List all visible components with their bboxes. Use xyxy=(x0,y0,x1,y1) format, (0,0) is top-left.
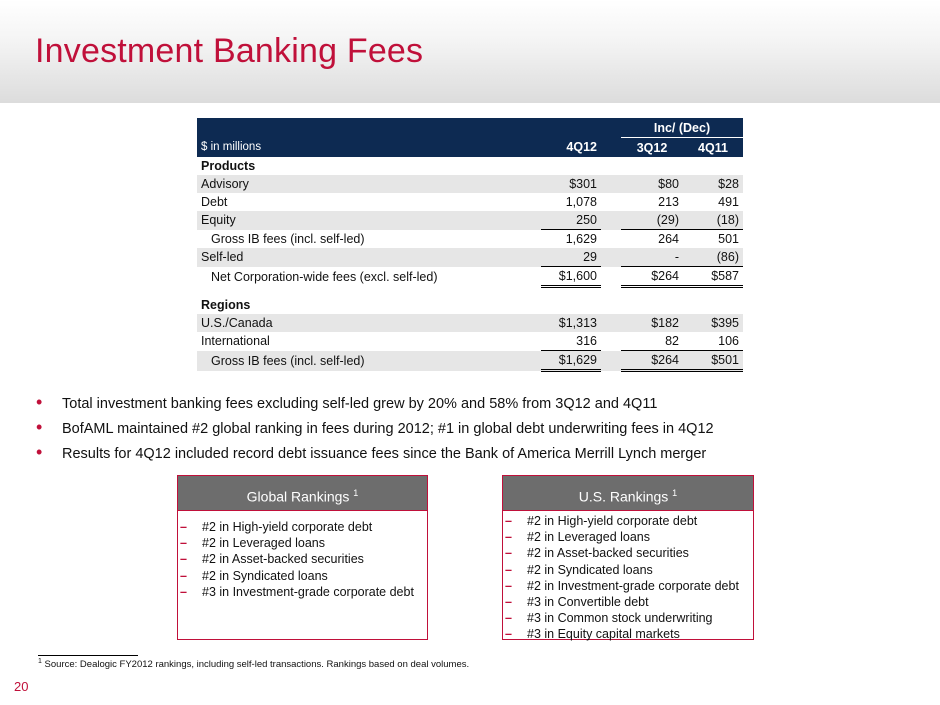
bullet-text: BofAML maintained #2 global ranking in fees during 2012; #1 in global debt underwriting fees in 4Q12 xyxy=(62,421,714,437)
cell-value: $587 xyxy=(683,267,743,287)
row-label: Net Corporation-wide fees (excl. self-led) xyxy=(211,269,438,284)
row-label: Debt xyxy=(201,195,228,209)
cell-value: $80 xyxy=(621,175,683,193)
row-label: Equity xyxy=(197,211,541,230)
list-item-text: #2 in Syndicated loans xyxy=(527,562,653,577)
page-number: 20 xyxy=(14,679,29,694)
bullet-text: Total investment banking fees excluding self-led grew by 20% and 58% from 3Q12 and 4Q11 xyxy=(62,396,658,412)
footnote-text: Source: Dealogic FY2012 rankings, including self-led transactions. Rankings based on deal volumes. xyxy=(44,659,470,671)
dash-icon: – xyxy=(180,536,187,551)
footnote-marker: 1 xyxy=(353,488,359,498)
list-item-text: #2 in High-yield corporate debt xyxy=(202,520,373,534)
footnote-marker: 1 xyxy=(672,488,678,498)
list-item-text: #2 in Asset-backed securities xyxy=(202,552,364,567)
bullet-icon: • xyxy=(36,442,43,462)
table-row xyxy=(197,332,743,351)
cell-value: (86) xyxy=(683,248,743,267)
global-rankings-header xyxy=(178,476,427,511)
cell-value: $301 xyxy=(541,175,601,193)
us-rankings-list xyxy=(503,513,753,643)
list-item xyxy=(503,594,753,610)
cell-value: $1,629 xyxy=(541,351,601,371)
us-rankings-box xyxy=(502,475,754,640)
cell-value: 106 xyxy=(683,332,743,351)
cell-value: $264 xyxy=(621,351,683,371)
row-label: Self-led xyxy=(197,248,541,267)
dash-icon: – xyxy=(180,552,187,567)
row-label: U.S./Canada xyxy=(197,314,541,332)
cell-value: 1,078 xyxy=(565,195,597,209)
global-rankings-box xyxy=(177,475,428,640)
list-item xyxy=(503,626,753,642)
list-item-text: #2 in High-yield corporate debt xyxy=(527,514,698,528)
unit-label: $ in millions xyxy=(197,138,541,158)
cell-value: $501 xyxy=(683,351,743,371)
table-row xyxy=(197,211,743,230)
cell-value: $1,313 xyxy=(541,314,601,332)
cell-value: 250 xyxy=(541,211,601,230)
bullet-text: Results for 4Q12 included record debt issuance fees since the Bank of America Merrill Lynch merger xyxy=(62,446,707,462)
list-item-text: #2 in Investment-grade corporate debt xyxy=(527,578,739,593)
table-row xyxy=(197,193,743,211)
table-row xyxy=(197,314,743,332)
us-rankings-title: U.S. Rankings xyxy=(578,488,669,505)
row-label: International xyxy=(201,334,270,349)
cell-value: 213 xyxy=(658,195,679,209)
table-row xyxy=(197,351,743,371)
col-4q12-header: 4Q12 xyxy=(541,138,601,158)
col-4q11-header: 4Q11 xyxy=(683,138,743,158)
footnote-marker: 1 xyxy=(38,658,42,665)
list-item xyxy=(503,578,753,594)
bullet-icon: • xyxy=(36,392,43,412)
list-item xyxy=(178,551,427,567)
list-item xyxy=(178,519,427,535)
regions-heading-row xyxy=(197,296,743,314)
table-row xyxy=(197,175,743,193)
dash-icon: – xyxy=(505,611,512,626)
cell-value: $182 xyxy=(621,314,683,332)
cell-value: 491 xyxy=(718,195,739,209)
row-label: Advisory xyxy=(197,175,541,193)
col-3q12-header: 3Q12 xyxy=(621,138,683,158)
list-item-text: #2 in Leveraged loans xyxy=(202,536,326,551)
dash-icon: – xyxy=(505,562,512,577)
cell-value: $28 xyxy=(683,175,743,193)
dash-icon: – xyxy=(180,568,187,583)
cell-value: 501 xyxy=(718,232,739,246)
footnote xyxy=(38,658,469,670)
table-header-row-1 xyxy=(197,118,743,138)
products-heading-row xyxy=(197,157,743,175)
dash-icon: – xyxy=(180,584,187,599)
cell-value: 1,629 xyxy=(565,232,597,246)
cell-value: (18) xyxy=(683,211,743,230)
inc-dec-label: Inc/ (Dec) xyxy=(621,118,743,138)
bullet-icon: • xyxy=(36,417,43,437)
dash-icon: – xyxy=(505,546,512,561)
list-item-text: #3 in Investment-grade corporate debt xyxy=(202,584,414,599)
list-item xyxy=(503,562,753,578)
list-item-text: #2 in Leveraged loans xyxy=(527,530,651,545)
bullet-item xyxy=(30,417,920,445)
dash-icon: – xyxy=(505,627,512,642)
list-item xyxy=(178,568,427,584)
cell-value: (29) xyxy=(621,211,683,230)
table-row xyxy=(197,267,743,287)
table-header-row-2 xyxy=(197,138,743,158)
list-item-text: #2 in Syndicated loans xyxy=(202,568,328,583)
cell-value: 264 xyxy=(658,232,679,246)
cell-value: $264 xyxy=(621,267,683,287)
list-item xyxy=(503,513,753,529)
list-item xyxy=(503,529,753,545)
table-row xyxy=(197,248,743,267)
dash-icon: – xyxy=(180,520,187,534)
cell-value: 29 xyxy=(541,248,601,267)
dash-icon: – xyxy=(505,530,512,545)
fees-table xyxy=(197,118,743,372)
bullet-list xyxy=(30,392,920,470)
cell-value: $1,600 xyxy=(541,267,601,287)
table-row xyxy=(197,230,743,249)
list-item xyxy=(503,610,753,626)
list-item-text: #3 in Common stock underwriting xyxy=(527,611,713,626)
cell-value: - xyxy=(621,248,683,267)
list-item xyxy=(503,545,753,561)
regions-heading: Regions xyxy=(201,298,251,312)
global-rankings-list xyxy=(178,519,427,600)
dash-icon: – xyxy=(505,578,512,593)
us-rankings-header xyxy=(503,476,753,511)
page-title: Investment Banking Fees xyxy=(35,32,424,70)
cell-value: 316 xyxy=(541,332,601,351)
bullet-item xyxy=(30,392,920,420)
row-label: Gross IB fees (incl. self-led) xyxy=(197,351,541,371)
bullet-item xyxy=(30,442,920,470)
list-item-text: #2 in Asset-backed securities xyxy=(527,546,689,561)
footnote-divider xyxy=(38,655,138,656)
list-item xyxy=(178,584,427,600)
cell-value: 82 xyxy=(621,332,683,351)
list-item-text: #3 in Equity capital markets xyxy=(527,627,680,642)
products-heading: Products xyxy=(201,159,256,173)
dash-icon: – xyxy=(505,594,512,609)
list-item-text: #3 in Convertible debt xyxy=(527,594,649,609)
global-rankings-title: Global Rankings xyxy=(246,488,350,505)
list-item xyxy=(178,535,427,551)
dash-icon: – xyxy=(505,514,512,528)
row-label: Gross IB fees (incl. self-led) xyxy=(211,231,365,246)
cell-value: $395 xyxy=(683,314,743,332)
